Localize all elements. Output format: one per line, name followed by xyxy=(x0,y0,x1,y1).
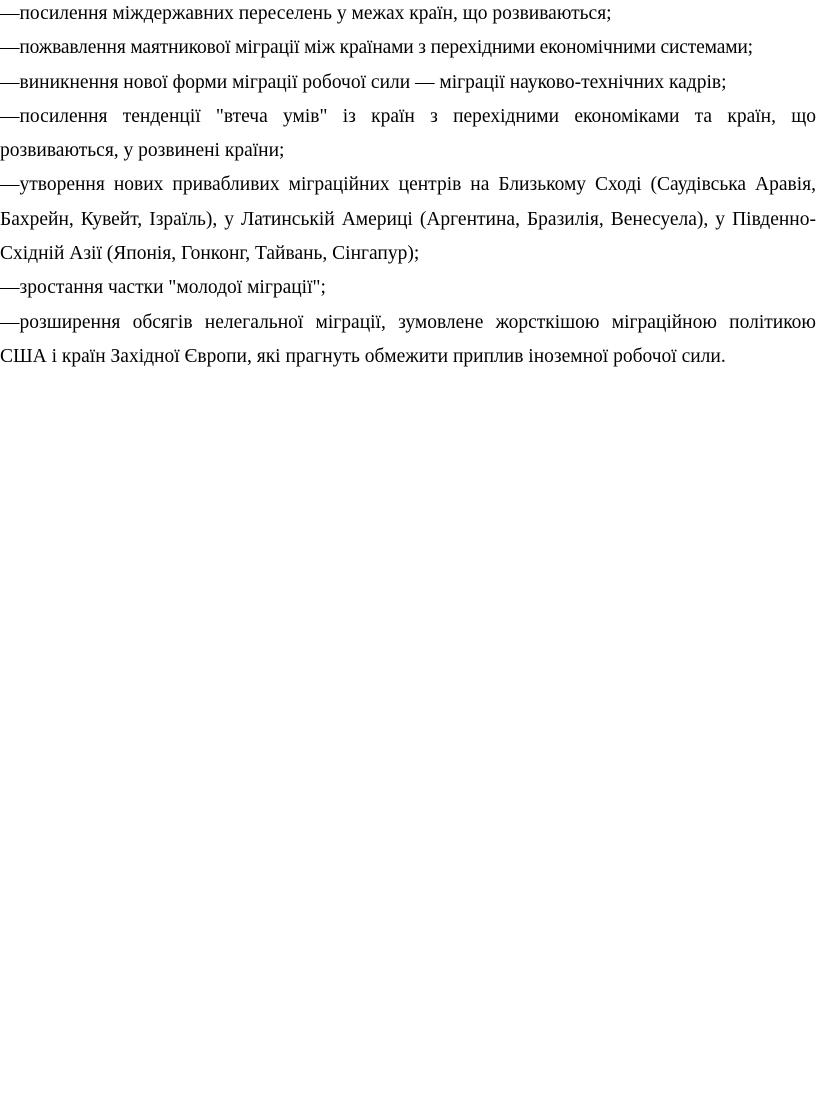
document-text xyxy=(0,0,816,374)
list-item: —посилення тенденції "втеча умів" із країн з перехідними економіками та країн, що розвиваються, у розвинені країни; xyxy=(0,105,816,162)
list-item: —розширення обсягів нелегальної міграції, зумовлене жорсткішою міграційною політикою США і країн Західної Європи, які прагнуть обмежити приплив іноземної робочої сили. xyxy=(0,311,816,367)
list-item: —посилення міждержавних переселень у межах країн, що розвиваються; xyxy=(0,3,612,24)
list-item: —зростання частки "молодої міграції"; xyxy=(0,277,326,299)
list-item: —пожвавлення маятникової міграції між країнами з перехідними економічними системами; xyxy=(0,37,753,59)
list-item: —виникнення нової форми міграції робочої сили — міграції науково-технічних кадрів; xyxy=(0,71,727,93)
list-item: —утворення нових привабливих міграційних центрів на Близькому Сході (Саудівська Аравія, Бахрейн, Кувейт, Ізраїль), у Латинській Америці (Аргентина, Бразилія, Венесуела), у Південно-Східній Азії (Японія, Гонконг, Тайвань, Сінгапур); xyxy=(0,174,816,265)
